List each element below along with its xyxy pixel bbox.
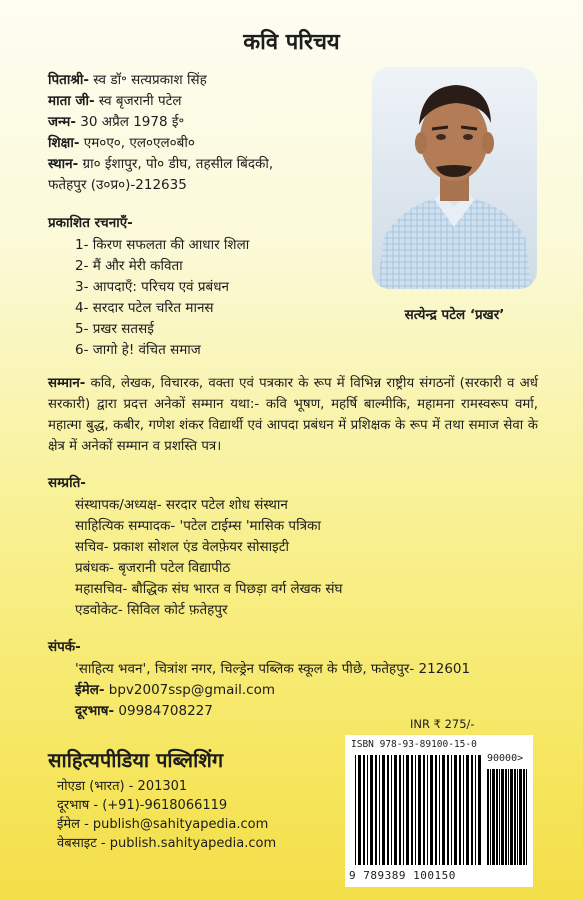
education-line [48,133,195,151]
barcode-digits: 9 789389 100150 [349,869,456,882]
honors-text: कवि, लेखक, विचारक, वक्ता एवं पत्रकार के रूप में विभिन्न राष्ट्रीय संगठनों (सरकारी व अर्ध सरकारी) द्वारा प्रदत्त अनेकों सम्मान यथा:- कवि भूषण, महर्षि बाल्मीकि, महामना रामस्वरूप वर्मा, महात्मा बुद्ध, कबीर, गणेश शंकर विद्यार्थी एवं आपदा प्रबंधन में प्रशिक्षक के रूप में तथा समाज सेवा के क्षेत्र में अनेकों सम्मान व प्रशस्ति पत्र। [48,376,538,454]
barcode-bars [355,755,483,865]
honors-label: सम्मान- [48,376,86,391]
current-item: महासचिव- बौद्धिक संघ भारत व पिछड़ा वर्ग लेखक संघ [75,581,343,597]
place-label: स्थान- [48,156,79,172]
email-value: bpv2007ssp@gmail.com [104,682,275,698]
author-photo [372,67,537,289]
email-label: ईमेल- [75,682,105,698]
contact-address: 'साहित्य भवन', चित्रांश नगर, चिल्ड्रेन पब्लिक स्कूल के पीछे, फतेहपुर- 212601 [75,661,471,677]
current-item: सचिव- प्रकाश सोशल एंड वेलफ़ेयर सोसाइटी [75,539,289,555]
phone-label: दूरभाष- [75,703,115,719]
current-heading: सम्प्रति- [48,475,86,491]
father-line [48,70,207,88]
works-item: 1- किरण सफलता की आधार शिला [75,237,250,253]
birth-line [48,112,184,130]
works-heading: प्रकाशित रचनाएँ- [48,215,133,231]
barcode-addon-text: 90000> [487,753,524,764]
price-label: INR ₹ 275/- [410,717,475,731]
works-item: 4- सरदार पटेल चरित मानस [75,300,214,316]
publisher-website: वेबसाइट - publish.sahityapedia.com [57,836,277,851]
contact-email-line [75,680,275,698]
mother-label: माता जी- [48,93,95,109]
publisher-phone: दूरभाष - (+91)-9618066119 [57,798,228,813]
isbn-barcode [345,735,533,887]
place-line-2: फतेहपुर (उ०प्र०)-212635 [48,177,187,193]
contact-heading: संपर्क- [48,639,81,655]
mother-value: स्व बृजरानी पटेल [94,93,182,109]
place-line [48,154,273,172]
education-value: एम०ए०, एल०एल०बी० [79,135,195,151]
birth-value: 30 अप्रैल 1978 ई॰ [76,114,185,130]
publisher-name: साहित्यपीडिया पब्लिशिंग [48,748,224,772]
contact-phone-line [75,701,213,719]
isbn-text: ISBN 978-93-89100-15-0 [351,739,477,750]
education-label: शिक्षा- [48,135,80,151]
current-item: प्रबंधक- बृजरानी पटेल विद्यापीठ [75,560,231,576]
works-item: 5- प्रखर सतसई [75,321,154,337]
current-item: एडवोकेट- सिविल कोर्ट फ़तेहपुर [75,602,228,618]
current-item: संस्थापक/अध्यक्ष- सरदार पटेल शोध संस्थान [75,497,288,513]
works-item: 2- मैं और मेरी कविता [75,258,183,274]
father-label: पिताश्री- [48,72,90,88]
current-item: साहित्यिक सम्पादक- 'पटेल टाईम्स 'मासिक पत्रिका [75,518,321,534]
barcode-addon-bars [487,769,527,865]
publisher-city: नोएडा (भारत) - 201301 [57,779,188,794]
page-title: कवि परिचय [243,30,340,55]
author-name-caption: सत्येन्द्र पटेल ‘प्रखर’ [404,307,505,323]
honors-paragraph [48,373,538,457]
works-item: 6- जागो हे! वंचित समाज [75,342,201,358]
birth-label: जन्म- [48,114,76,130]
phone-value: 09984708227 [114,703,213,719]
publisher-email: ईमेल - publish@sahityapedia.com [57,817,269,832]
father-value: स्व डॉ॰ सत्यप्रकाश सिंह [89,72,207,88]
works-item: 3- आपदाएँ: परिचय एवं प्रबंधन [75,279,230,295]
place-value: ग्रा० ईशापुर, पो० डीघ, तहसील बिंदकी, [78,156,274,172]
mother-line [48,91,182,109]
